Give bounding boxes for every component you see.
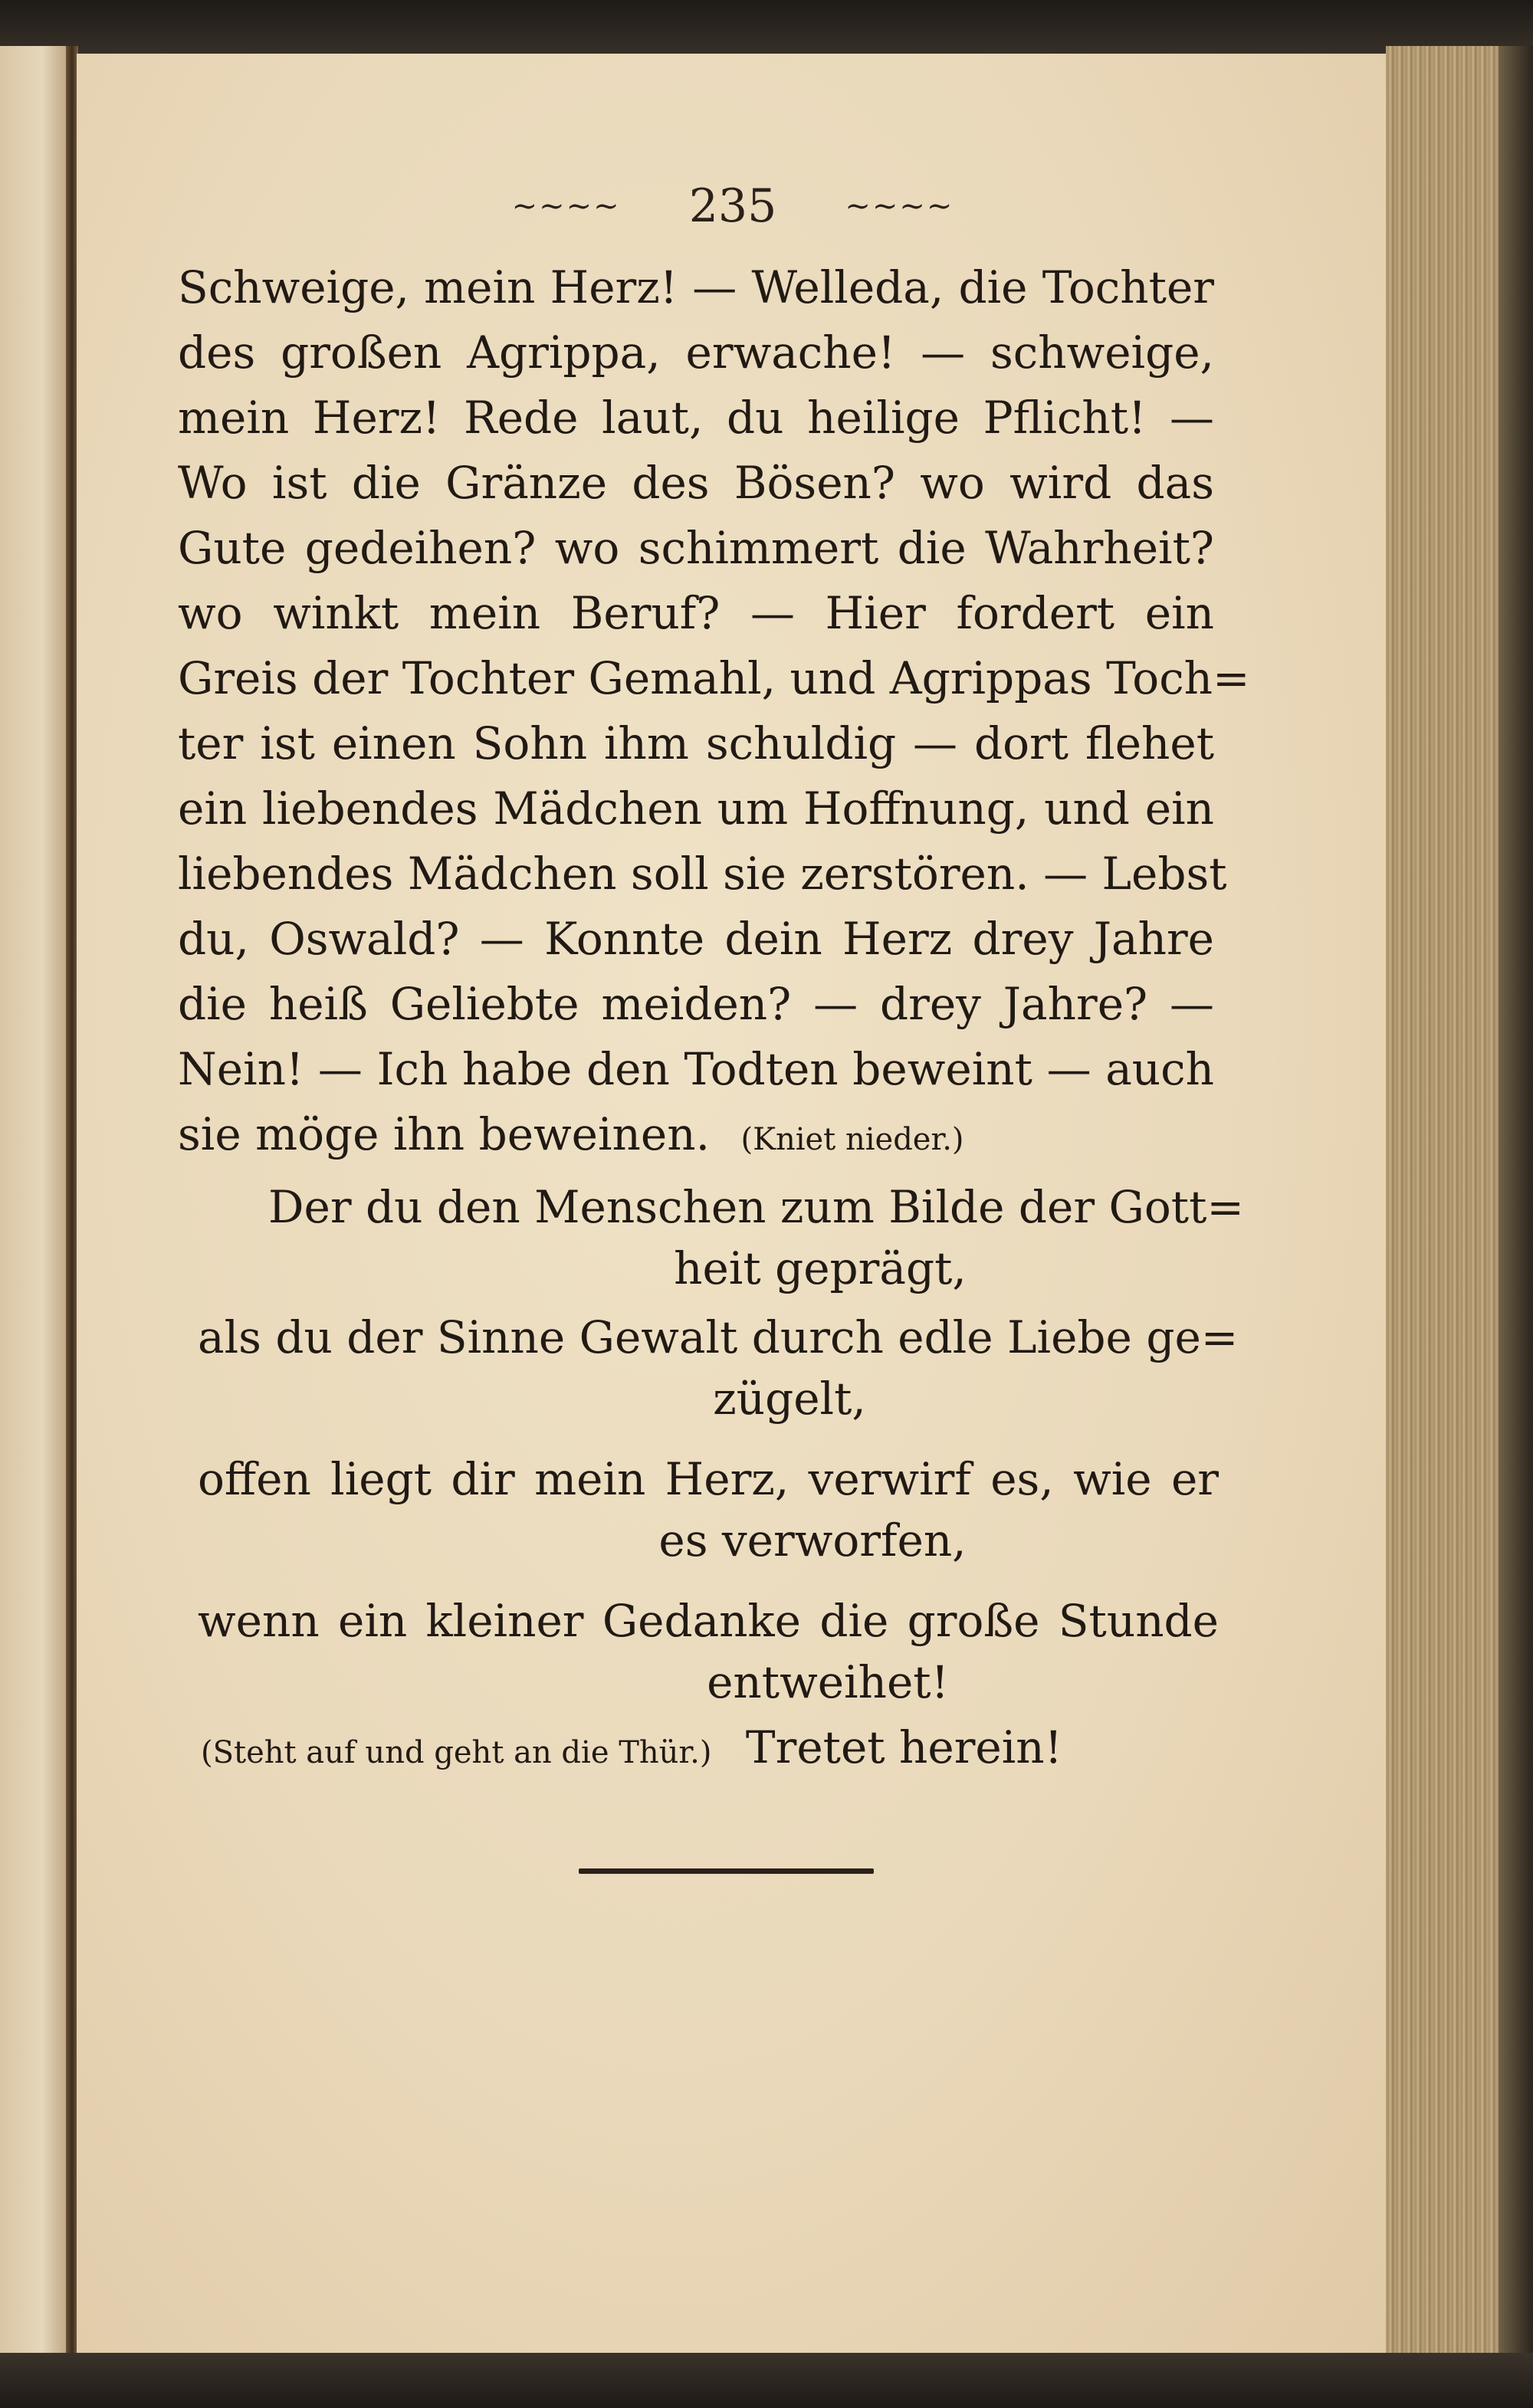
prose-line: Nein! — Ich habe den Todten beweint — auch [178,1043,1214,1095]
previous-page-edge [0,46,71,2360]
verse-continuation: es verworfen, [658,1514,967,1567]
closing-line [201,1717,1220,1783]
prose-line: Schweige, mein Herz! — Welleda, die Tochter [178,261,1214,313]
prose-line: ter ist einen Sohn ihm schuldig — dort flehet [178,717,1214,769]
verse-line: offen liegt dir mein Herz, verwirf es, wie er [198,1453,1219,1505]
prose-line: Wo ist die Gränze des Bösen? wo wird das [178,457,1214,509]
verse-continuation: heit geprägt, [674,1242,967,1294]
page-block-edges [1386,46,1501,2360]
page-header [77,176,1389,245]
end-rule [579,1868,874,1874]
closing-speech: Tretet herein! [745,1721,1062,1773]
verse-line: als du der Sinne Gewalt durch edle Liebe ge= [198,1311,1239,1363]
prose-line: wo winkt mein Beruf? — Hier fordert ein [178,587,1214,639]
book-cover-top [0,0,1533,61]
prose-line: du, Oswald? — Konnte dein Herz drey Jahre [178,913,1214,965]
verse-continuation: entweihet! [707,1656,949,1708]
prose-line: mein Herz! Rede laut, du heilige Pflicht! — [178,392,1214,444]
prose-line: Greis der Tochter Gemahl, und Agrippas Toch= [178,652,1250,704]
verse-line: wenn ein kleiner Gedanke die große Stunde [198,1595,1219,1647]
book-cover-bottom [0,2353,1533,2408]
prose-line: Gute gedeihen? wo schimmert die Wahrheit? [178,522,1214,574]
stage-direction-kneel: (Kniet nieder.) [740,1122,964,1157]
header-ornament-left: ~~~~ [511,189,621,225]
prose-line: ein liebendes Mädchen um Hoffnung, und ein [178,782,1214,835]
prose-last-line [178,1104,1214,1170]
cover-edge-shadow [1499,46,1533,2360]
header-ornament-right: ~~~~ [845,189,954,225]
prose-line: des großen Agrippa, erwache! — schweige, [178,326,1214,379]
prose-last-text: sie möge ihn beweinen. [178,1108,711,1160]
stage-direction-exit: (Steht auf und geht an die Thür.) [201,1735,712,1770]
prose-line: die heiß Geliebte meiden? — drey Jahre? — [178,978,1214,1030]
prose-line: liebendes Mädchen soll sie zerstören. — Lebst [178,848,1227,900]
page-number: 235 [688,179,777,234]
verse-continuation: zügelt, [713,1373,866,1425]
verse-line: Der du den Menschen zum Bilde der Gott= [268,1181,1244,1233]
